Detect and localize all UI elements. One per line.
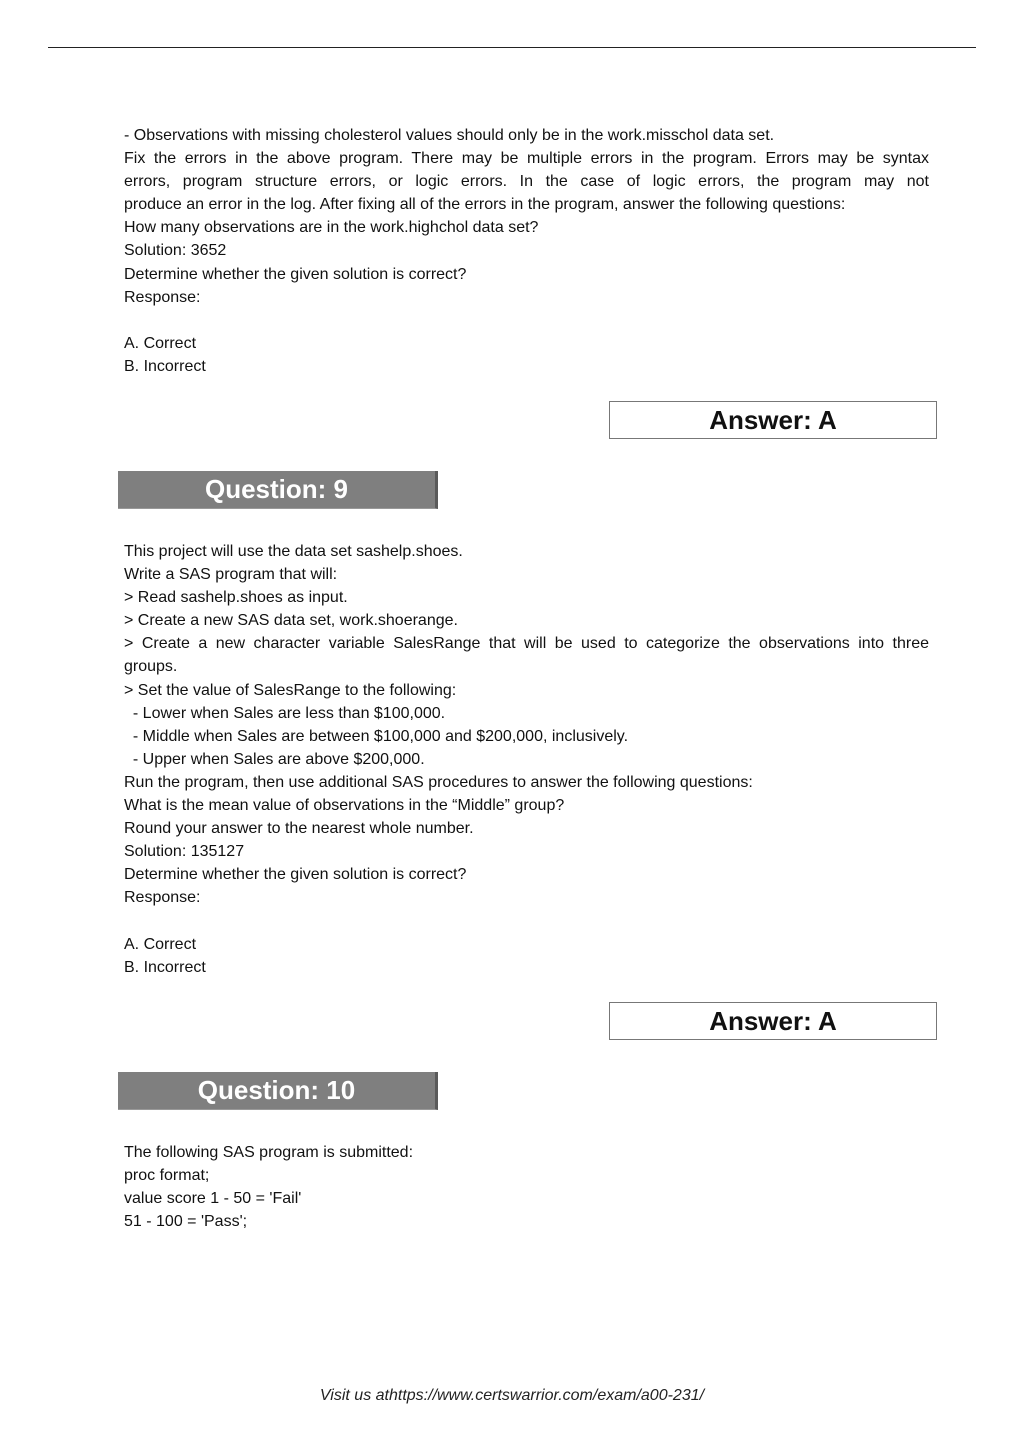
q8-line: Fix the errors in the above program. There may be multiple errors in the program. Errors may be syntax <box>124 150 929 168</box>
q9-line: What is the mean value of observations in the “Middle” group? <box>124 797 565 815</box>
q9-answer: Answer: A <box>709 1005 837 1036</box>
q9-line: - Upper when Sales are above $200,000. <box>124 750 425 768</box>
q9-line: Round your answer to the nearest whole number. <box>124 820 474 838</box>
q10-heading-bar <box>118 1072 438 1110</box>
q9-line: > Read sashelp.shoes as input. <box>124 589 348 607</box>
q9-line: - Middle when Sales are between $100,000 and $200,000, inclusively. <box>124 727 629 745</box>
q8-line: Determine whether the given solution is correct? <box>124 265 467 283</box>
q8-answer-box <box>609 401 937 439</box>
q9-line: > Set the value of SalesRange to the following: <box>124 681 457 699</box>
q9-line: Write a SAS program that will: <box>124 566 338 584</box>
q9-answer-box <box>609 1002 937 1040</box>
header-rule <box>48 47 976 48</box>
q10-line: proc format; <box>124 1167 210 1185</box>
q9-heading-bar <box>118 471 438 509</box>
q8-line: errors, program structure errors, or logic errors. In the case of logic errors, the program may not <box>124 173 929 191</box>
q8-body <box>124 124 929 378</box>
q8-blank-line <box>124 309 929 332</box>
q9-line: This project will use the data set sashelp.shoes. <box>124 543 463 560</box>
q9-body <box>124 540 929 979</box>
q9-line: groups. <box>124 658 178 676</box>
q9-option-b: B. Incorrect <box>124 958 206 976</box>
q8-option-a: A. Correct <box>124 334 197 352</box>
q9-line: > Create a new character variable SalesRange that will be used to categorize the observations into three <box>124 635 929 653</box>
q9-line: > Create a new SAS data set, work.shoerange. <box>124 612 458 630</box>
q8-line: Response: <box>124 288 201 306</box>
q9-line: Run the program, then use additional SAS procedures to answer the following questions: <box>124 773 753 791</box>
q9-line: Solution: 135127 <box>124 843 245 861</box>
q9-line: Response: <box>124 889 201 907</box>
footer-visit-link[interactable]: Visit us athttps://www.certswarrior.com/exam/a00-231/ <box>319 1387 705 1404</box>
q8-answer: Answer: A <box>709 404 837 435</box>
q9-line: - Lower when Sales are less than $100,000. <box>124 704 446 722</box>
q9-heading: Question: 9 <box>204 474 348 504</box>
q9-line: Determine whether the given solution is correct? <box>124 866 467 884</box>
q8-option-b: B. Incorrect <box>124 357 206 375</box>
q10-line: value score 1 - 50 = 'Fail' <box>124 1190 302 1208</box>
q8-line: produce an error in the log. After fixing all of the errors in the program, answer the following questions: <box>124 196 846 214</box>
q10-line: 51 - 100 = 'Pass'; <box>124 1213 248 1231</box>
q10-heading: Question: 10 <box>197 1075 356 1105</box>
q9-blank-line <box>124 910 929 933</box>
q8-line: How many observations are in the work.highchol data set? <box>124 219 539 237</box>
q10-body <box>124 1141 929 1233</box>
q10-line: The following SAS program is submitted: <box>124 1144 414 1161</box>
q8-line: Solution: 3652 <box>124 242 227 260</box>
q8-line: - Observations with missing cholesterol values should only be in the work.misschol data set. <box>124 127 775 144</box>
q9-option-a: A. Correct <box>124 935 197 953</box>
